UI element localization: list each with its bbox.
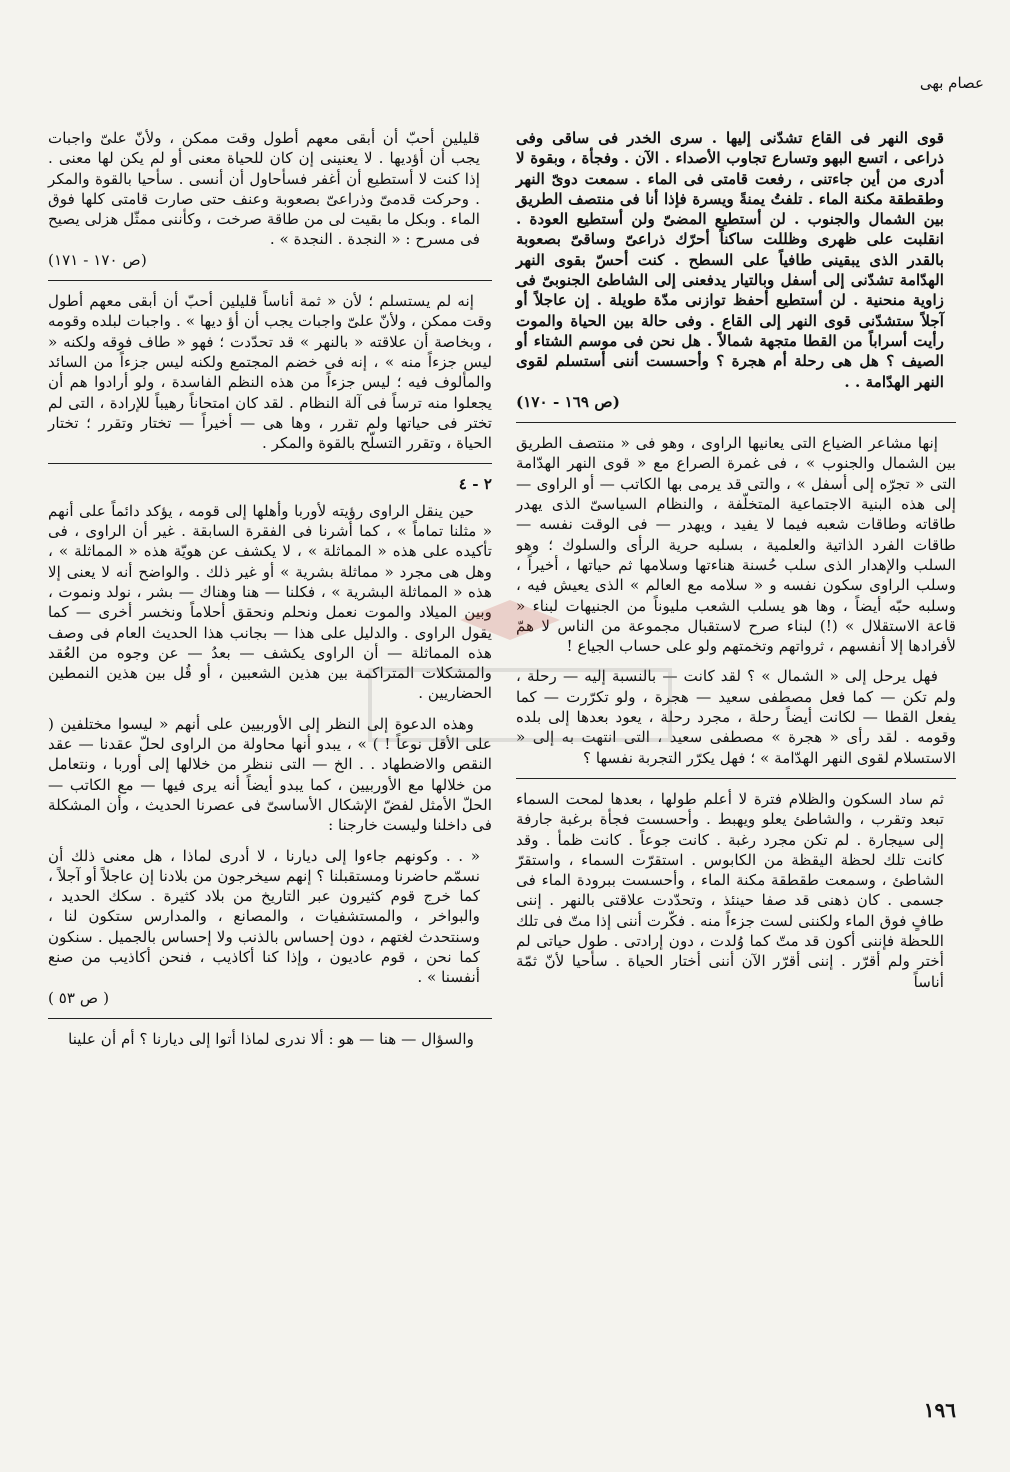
body-paragraph: إنها مشاعر الضياع التى يعانيها الراوى ، وهو فى « منتصف الطريق بين الشمال والجنوب » ، فى غمرة الصراع مع « قوى النهر الهدّامة التى « تجرّه إلى أسفل » ، والتى قد يرمى بها الكاتب — أو الراوى — إلى هذه البنية الاجتماعية المتخلّفة ، والنظام السياسىّ الذى يهدر طاقاته وطاقات شعبه فيما لا يفيد ، ويهدر — فى الوقت نفسه — طاقات الفرد الذاتية والعلمية ، بسلبه حرية الرأى والسلوك ؛ وهو السلب والإهدار الذى سلب حُسنة هناءتها وسلامها ثم حياتها ، أخيراً ، وسلب الراوى سكون نفسه و « سلامه مع العالم » الذى يعيش فيه ، وسلبه حبّه أيضاً ، وها هو يسلب الشعب مليوناً من الجنيهات لبناء « قاعة الاستقلال » (!) لبناء صرح لاستقبال مجموعة من الناس لا همّ لأفرادها إلا أنفسهم ، ثرواتهم وتخمتهم ولو على حساب الجياع ! [516,434,956,656]
section-number: ٢ - ٤ [458,475,492,494]
novel-excerpt-3 [48,846,492,1008]
page-citation: ( ص ٥٣ ) [48,988,110,1007]
body-paragraph: وهذه الدعوة إلى النظر إلى الأوربيين على أنهم « ليسوا مختلفين ( على الأقل نوعاً ! ) » ، يبدو أنها محاولة من الراوى لحلّ عقدنا — عقد النقص والاضطهاد . . الخ — التى ننظر من خلالها إلى أوربا ، ونتعامل من خلالها مع الأوربيين ، كما يبدو أيضاً أنه يرى فيها — مع الكاتب — الحلّ الأمثل لفضّ الإشكال الأساسىّ فى عصرنا الحديث ، وأن المشكلة فى داخلنا وليست خارجنا : [48,714,492,835]
novel-excerpt-1-text: قوى النهر فى القاع تشدّنى إليها . سرى الخدر فى ساقى وفى ذراعى ، اتسع البهو وتسارع تجاوب الأصداء . الآن . وفجأة ، وبقوة لا أدرى من أين جاءتنى ، رفعت قامتى فى الماء . سمعت دوىّ النهر وطقطقة مكنة الماء . تلفتُ يمنةً ويسرة فإذا أنا فى منتصف الطريق بين الشمال والجنوب . لن أستطيع المضىّ ولن أستطيع العودة . انقلبت على ظهرى وظللت ساكناً أحرّك ذراعىّ وساقىّ بصعوبة بالقدر الذى يبقينى طافياً على السطح . كنت أحسّ بقوى النهر الهدّامة تشدّنى إلى أسفل وبالتيار يدفعنى إلى الشاطئ الجنوبىّ فى زاوية منحنية . لن أستطيع أحفظ توازنى مدّة طويلة . إن عاجلاً أو آجلاً ستشدّنى قوى النهر إلى القاع . وفى حالة بين الحياة والموت رأيت أسراباً من القطا متجهة شمالاً . هل نحن فى موسم الشتاء أو الصيف ؟ هل هى رحلة أم هجرة ؟ وأحسست أننى أستسلم لقوى النهر الهدّامة . . [516,129,944,391]
divider [516,778,956,779]
novel-excerpt-1 [516,128,956,412]
divider [516,422,956,423]
novel-excerpt-2 [516,789,956,992]
body-paragraph: إنه لم يستسلم ؛ لأن « ثمة أناساً قليلين أحبّ أن أبقى معهم أطول وقت ممكن ، ولأنّ علىّ واجبات يجب أن أؤ ديها » . واجبات لبلده وقومه ، وبخاصة أن علاقته « بالنهر » قد تحدّدت ؛ فهو « طاف فوقه ولكنه « ليس جزءاً منه » ، إنه فى خضم المجتمع ولكنه ليس جزءاً من السائد والمألوف فيه ؛ ليس جزءاً من هذه النظم الفاسدة ، ولو أرادوا هم أن يجعلوا منه ترساً فى آلة النظام . لقد كان امتحاناً رهيباً للإرادة ، التى لم تختر فى حياتها ولم تقرر ، وها هى — أخيراً — تختار وتقرر ؛ تختار الحياة ، وتقرر التسلّح بالقوة والمكر . [48,292,492,453]
novel-excerpt-1-continued-text: قليلين أحبّ أن أبقى معهم أطول وقت ممكن ، ولأنّ علىّ واجبات يجب أن أؤديها . لا يعنينى إن كان للحياة معنى أو لم يكن لها معنى . إذا كنت لا أستطيع أن أغفر فسأحاول أن أنسى . سأحيا بالقوة والمكر . وحركت قدمىّ وذراعىّ بصعوبة وعنف حتى صارت قامتى كلها فوق الماء . وبكل ما بقيت لى من طاقة صرخت ، وكأننى ممثّل هزلى يصيح فى مسرح : « النجدة . النجدة » . [48,129,480,249]
page-number: ١٩٦ [923,1398,956,1422]
novel-excerpt-3-text: « . . وكونهم جاءوا إلى ديارنا ، لا أدرى لماذا ، هل معنى ذلك أن نسمّم حاضرنا ومستقبلنا ؟ إنهم سيخرجون من بلادنا إن عاجلاً أو آجلاً ، كما خرج قوم كثيرون عبر التاريخ من بلاد كثيرة . سكك الحديد ، والبواخر ، والمستشفيات ، والمصانع ، والمدارس ستكون لنا ، وسنتحدث لغتهم ، دون إحساس بالذنب ولا إحساس بالجميل . سنكون كما نحن ، قوم عاديون ، وإذا كنا أكاذيب ، فنحن أكاذيب من صنع أنفسنا » . [48,846,480,987]
novel-excerpt-2-text: ثم ساد السكون والظلام فترة لا أعلم طولها ، بعدها لمحت السماء تبعد وتقرب ، والشاطئ يعلو ويهبط . وأحسست فجأة برغبة جارفة إلى سيجارة . لم تكن مجرد رغبة . كانت جوعاً . كانت ظمأ . وقد كانت تلك لحظة اليقظة من الكابوس . استقرّت السماء ، واستقرّ الشاطئ ، وسمعت طقطقة مكنة الماء ، وأحسست ببرودة الماء فى جسمى . كان ذهنى قد صفا حينئذ ، وتحدّدت علاقتى بالنهر . إننى طافٍ فوق الماء ولكننى لست جزءاً منه . فكّرت أننى إذا متّ فى تلك اللحظة فإننى أكون قد متّ كما وُلدت ، دون إرادتى . طول حياتى لم أختر ولم أقرّر . إننى أقرّر الآن أننى أختار الحياة . سأحيا لأنّ ثمّة أناساً [516,789,944,991]
novel-excerpt-1-continued [48,128,492,270]
divider [48,280,492,281]
running-header-author: عصام بهى [919,74,984,92]
left-column [48,128,492,1059]
body-paragraph: فهل يرحل إلى « الشمال » ؟ لقد كانت — بالنسبة إليه — رحلة ، ولم تكن — كما فعل مصطفى سعيد — هجرة ، ولو تكرّرت — كما يفعل القطا — لكانت أيضاً رحلة ، مجرد رحلة ، يعود بعدها إلى بلده وقومه . لقد رأى « هجرة » مصطفى سعيد ، التى انتهت به إلى « الاستسلام لقوى النهر الهدّامة » ؛ فهل يكرّر التجربة نفسها ؟ [516,667,956,767]
body-paragraph: والسؤال — هنا — هو : ألا ندرى لماذا أتوا إلى ديارنا ؟ أم أن علينا [68,1029,474,1048]
page-citation: (ص ١٧٠ - ١٧١) [48,250,147,269]
divider [48,463,492,464]
body-paragraph: حين ينقل الراوى رؤيته لأوربا وأهلها إلى قومه ، يؤكد دائماً على أنهم « مثلنا تماماً » ، كما أشرنا فى الفقرة السابقة . غير أن الراوى ، فى تأكيده على هذه « المماثلة » ، لا يكشف عن هويّة هذه « المماثلة » ، وهل هى مجرد « مماثلة بشرية » أو غير ذلك . والواضح أنه لا يعنى إلا هذه « المماثلة البشرية » ، فكلنا — هنا وهناك — بشر ، نولد ونموت ، وبين الميلاد والموت نعمل ونحلم ونحقق أحلاماً ونخسر أخرى — كما يقول الراوى . والدليل على هذا — بجانب هذا الحديث العام فى وصف هذه المماثلة — أن الراوى يكشف — بعدُ — عن وجوه من العُقد والمشكلات المتراكمة بين هذين الشعبين ، أو قُل بين هذين النمطين الحضاريين . [48,501,492,703]
divider [48,1018,492,1019]
page-citation: (ص ١٦٩ - ١٧٠) [516,392,620,411]
right-column [516,128,956,1002]
